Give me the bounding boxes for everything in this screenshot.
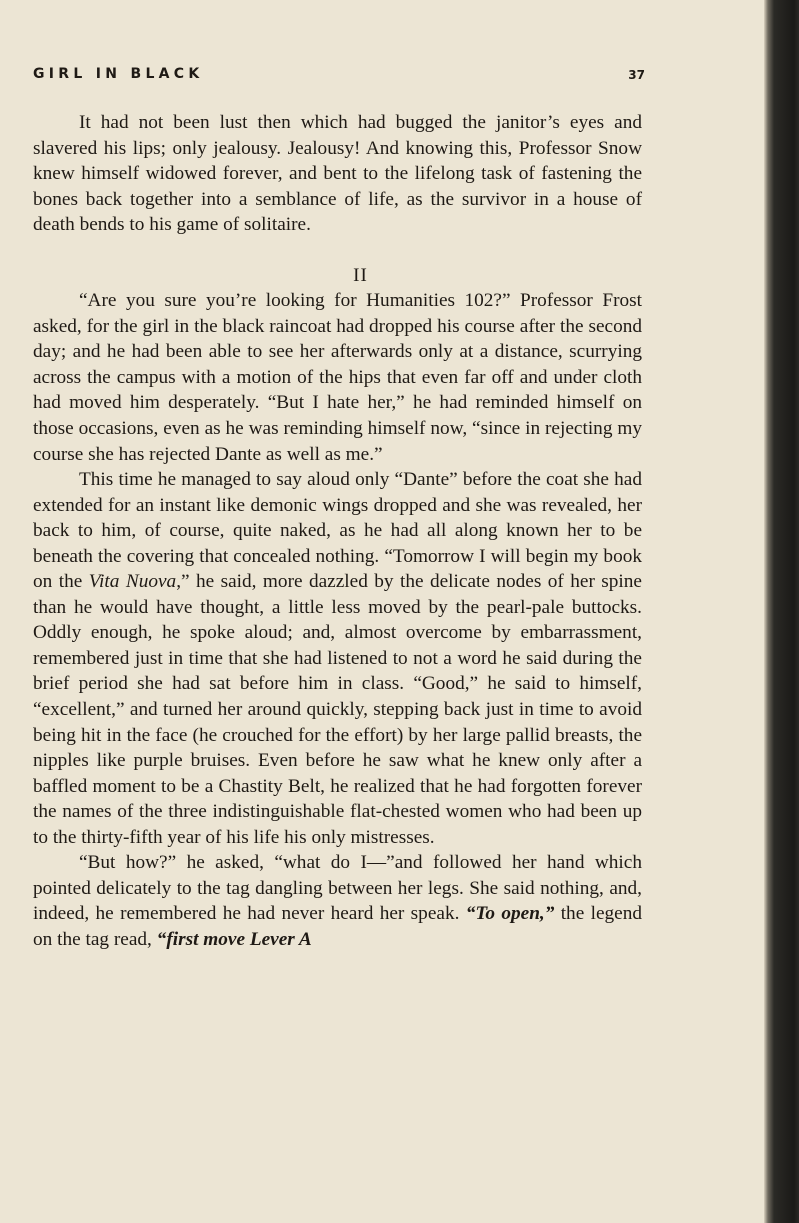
running-title: GIRL IN BLACK [33,66,204,82]
body-text [33,110,642,953]
running-head [33,63,645,89]
page-number: 37 [628,68,645,82]
section-number: II [353,264,368,286]
paragraph-3-text-b: ,” he said, more dazzled by the delicate nodes of her spine than he would have thought, a little less moved by the pearl-pale buttocks. Oddly enough, he spoke aloud; and, almost overcome by embarrassment, remembered just in time that she had listened to not a word he said during the brief period she had sat before him in class. “Good,” he said to himself, “excellent,” and turned her around quickly, stepping back just in time to avoid being hit in the face (he crouched for the effort) by her large pallid breasts, the nipples like purple bruises. Even before he saw what he knew only after a baffled moment to be a Chastity Belt, he realized that he had forgotten forever the names of the three indistinguishable flat-chested women who had been up to the thirty-fifth year of his life his only mistresses. [33,571,642,848]
paragraph-3 [33,467,642,850]
tag-legend-italic-1: “To open,” [465,903,555,925]
paragraph-1: It had not been lust then which had bugged the janitor’s eyes and slavered his lips; only jealousy. Jealousy! And knowing this, Professor Snow knew himself widowed forever, and bent to the lifelong task of fastening the bones back together into a semblance of life, as the survivor in a house of death bends to his game of solitaire. [33,112,642,236]
paragraph-4-text-a: “But how?” he asked, “what do I—”and followed her hand which pointed delicately to the tag dangling between her legs. She said nothing, and, indeed, he remembered he had never heard her speak. [33,852,642,925]
book-title-italic: Vita Nuova [88,571,177,593]
book-spine-edge [764,0,799,1223]
paragraph-2: “Are you sure you’re looking for Humanities 102?” Professor Frost asked, for the girl in the black raincoat had dropped his course after the second day; and he had been able to see her afterwards only at a distance, scurrying across the campus with a motion of the hips that even far off and under cloth had moved him desperately. “But I hate her,” he had reminded himself on those occasions, even as he was reminding himself now, “since in rejecting my course she has rejected Dante as well as me.” [33,290,642,465]
paragraph-4 [33,850,642,952]
paragraph-4-text-b: the legend on the tag read, [33,903,642,950]
tag-legend-italic-2: “first move Lever A [156,928,312,950]
paragraph-3-text-a: This time he managed to say aloud only “Dante” before the coat she had extended for an instant like demonic wings dropped and she was revealed, her back to him, of course, quite naked, as he had all along known her to be beneath the covering that concealed nothing. “Tomorrow I will begin my book on the [33,469,642,593]
